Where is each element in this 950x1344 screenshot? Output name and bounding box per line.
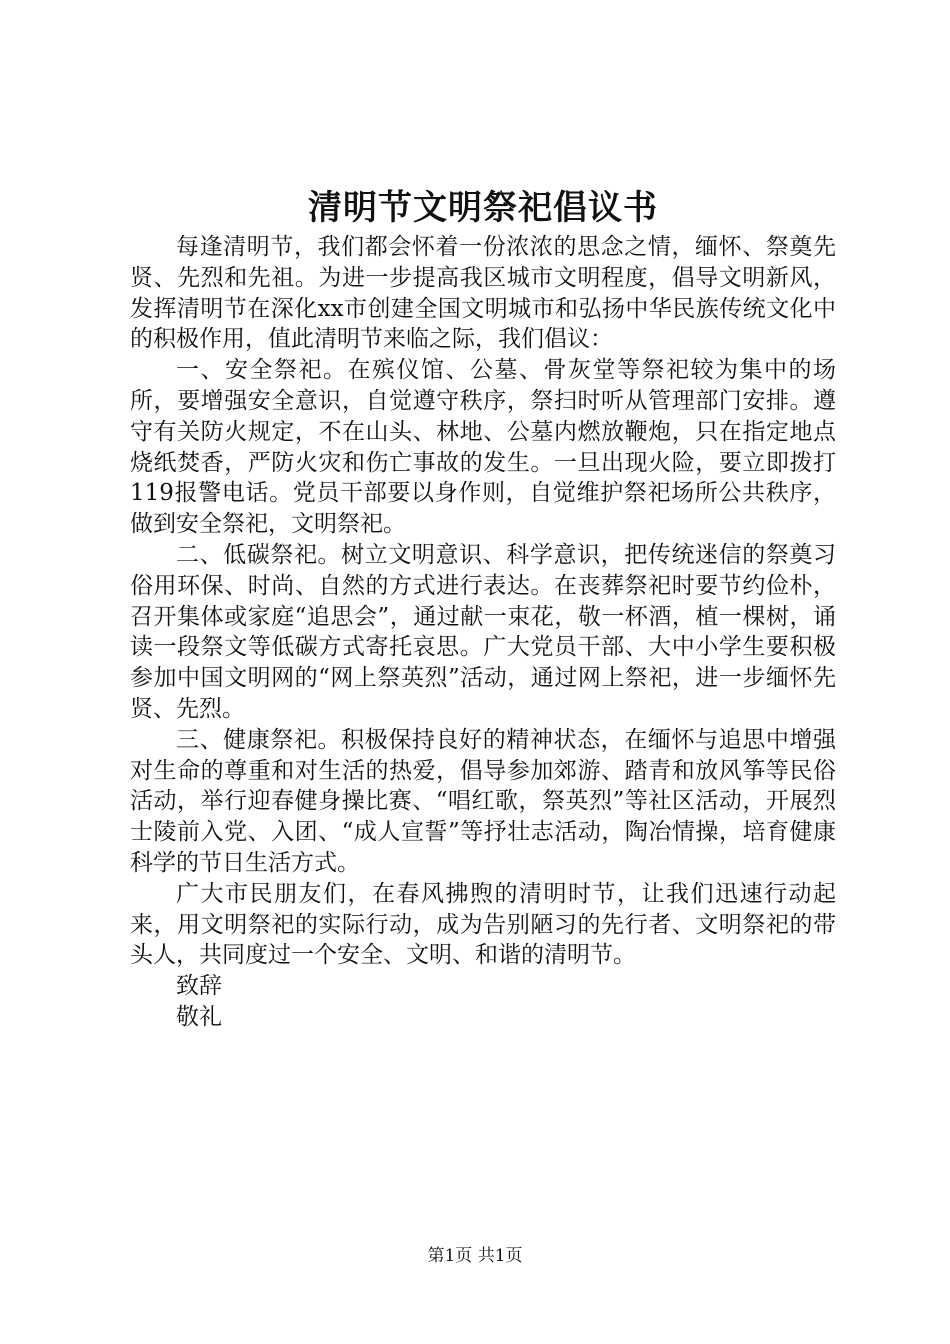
closing-salute: 敬礼 <box>176 1003 222 1030</box>
paragraph-safety: 一、安全祭祀。在殡仪馆、公墓、骨灰堂等祭祀较为集中的场所，要增强安全意识，自觉遵守秩序，祭扫时听从管理部门安排。遵守有关防火规定，不在山头、林地、公墓内燃放鞭炮，只在指定地点烧纸焚香，严防火灾和伤亡事故的发生。一旦出现火险，要立即拨打119报警电话。党员干部要以身作则，自觉维护祭祀场所公共秩序，做到安全祭祀，文明祭祀。 <box>130 357 836 538</box>
paragraph-health: 三、健康祭祀。积极保持良好的精神状态，在缅怀与追思中增强对生命的尊重和对生活的热爱，倡导参加郊游、踏青和放风筝等民俗活动，举行迎春健身操比赛、“唱红歌，祭英烈”等社区活动，开展烈士陵前入党、入团、“成人宣誓”等抒壮志活动，陶冶情操，培育健康科学的节日生活方式。 <box>130 726 836 876</box>
paragraph-intro: 每逢清明节，我们都会怀着一份浓浓的思念之情，缅怀、祭奠先贤、先烈和先祖。为进一步提高我区城市文明程度，倡导文明新风，发挥清明节在深化xx市创建全国文明城市和弘扬中华民族传统文化中的积极作用，值此清明节来临之际，我们倡议： <box>130 234 836 353</box>
closing-greeting: 致辞 <box>176 973 222 1000</box>
page-footer: 第1页 共1页 <box>427 1246 523 1266</box>
paragraph-low-carbon: 二、低碳祭祀。树立文明意识、科学意识，把传统迷信的祭奠习俗用环保、时尚、自然的方式进行表达。在丧葬祭祀时要节约俭朴，召开集体或家庭“追思会”，通过献一束花，敬一杯酒，植一棵树，诵读一段祭文等低碳方式寄托哀思。广大党员干部、大中小学生要积极参加中国文明网的“网上祭英烈”活动，通过网上祭祀，进一步缅怀先贤、先烈。 <box>130 541 836 722</box>
document-page <box>130 0 836 1344</box>
document-title: 清明节文明祭祀倡议书 <box>308 188 658 228</box>
paragraph-appeal: 广大市民朋友们，在春风拂煦的清明时节，让我们迅速行动起来，用文明祭祀的实际行动，成为告别陋习的先行者、文明祭祀的带头人，共同度过一个安全、文明、和谐的清明节。 <box>130 880 836 969</box>
document-body <box>130 232 836 1033</box>
